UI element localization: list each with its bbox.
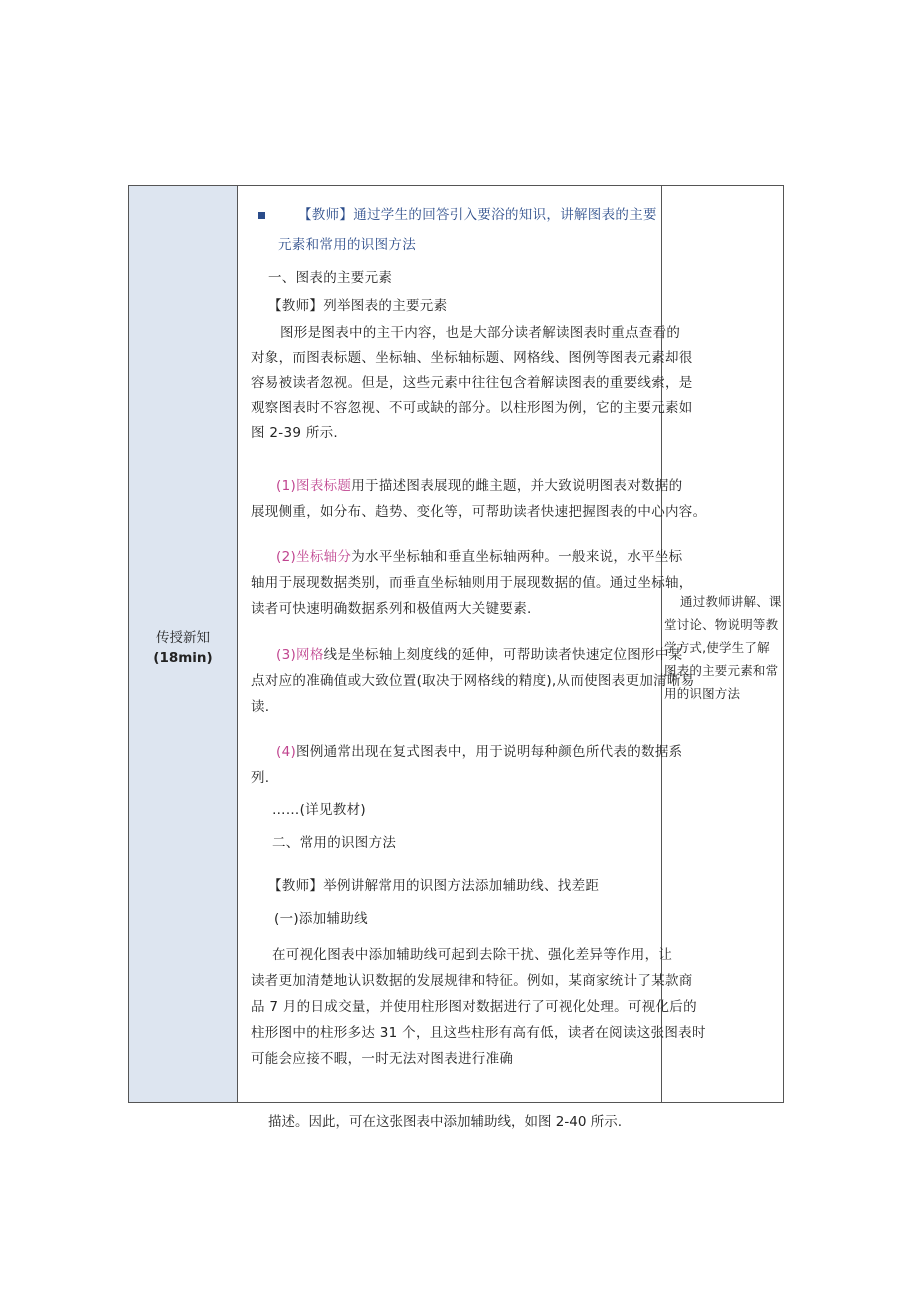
item-number: (4)	[276, 744, 297, 760]
para-intro-line: 图 2-39 所示.	[251, 425, 339, 441]
item-axes	[276, 545, 682, 570]
section-name: 传授新知	[156, 630, 210, 646]
para-aux-line: 读者更加清楚地认识数据的发展规律和特征。例如，某商家统计了某款商	[251, 973, 693, 989]
item-text: 图例通常出现在复式图表中，用于说明每种颜色所代表的数据系	[296, 744, 683, 760]
section-label-cell	[129, 186, 238, 1102]
item-gridlines	[276, 643, 682, 668]
teacher-example-note: 【教师】举例讲解常用的识图方法添加辅助线、找差距	[268, 878, 600, 894]
item-axes-cont: 读者可快速明确数据系列和极值两大关键要素.	[251, 601, 532, 617]
item-number: (2)	[276, 549, 297, 565]
item-chart-title-cont: 展现侧重，如分布、趋势、变化等，可帮助读者快速把握图表的中心内容。	[251, 504, 707, 520]
bullet-icon	[258, 212, 265, 219]
item-gridlines-cont: 点对应的准确值或大致位置(取决于网格线的精度),从而使图表更加清晰易	[251, 673, 695, 689]
para-aux-line: 在可视化图表中添加辅助线可起到去除干扰、强化差异等作用，让	[272, 947, 673, 963]
para-aux-line: 品 7 月的日成交量，并使用柱形图对数据进行了可视化处理。可视化后的	[251, 999, 697, 1015]
item-chart-title	[276, 474, 682, 499]
teacher-intro-line-1: 【教师】通过学生的回答引入要浴的知识，讲解图表的主要	[298, 207, 657, 223]
see-textbook-note: ……(详见教材)	[272, 802, 366, 818]
item-number: (3)	[276, 647, 297, 663]
heading-reading-methods: 二、常用的识图方法	[272, 835, 397, 851]
section-duration: (18min)	[153, 650, 213, 666]
para-intro-line: 观察图表时不容忽视、不可或缺的部分。以柱形图为例，它的主要元素如	[251, 400, 693, 416]
item-legend	[276, 740, 682, 765]
item-text: 为水平坐标轴和垂直坐标轴两种。一般来说，水平坐标	[351, 549, 683, 565]
sub-heading-aux-lines: (一)添加辅助线	[274, 911, 368, 927]
para-intro-line: 图形是图表中的主干内容，也是大部分读者解读图表时重点查看的	[280, 325, 681, 341]
item-number: (1)	[276, 478, 297, 494]
item-term: 网格	[296, 647, 324, 663]
item-text: 线是坐标轴上刻度线的延伸，可帮助读者快速定位图形中某	[323, 647, 683, 663]
heading-main-elements: 一、图表的主要元素	[268, 270, 393, 286]
para-aux-line: 可能会应接不暇，一时无法对图表进行准确	[251, 1051, 514, 1067]
item-legend-cont: 列.	[251, 770, 270, 786]
item-axes-cont: 轴用于展现数据类别，而垂直坐标轴则用于展现数据的值。通过坐标轴，	[251, 575, 693, 591]
item-text: 用于描述图表展现的雌主题，并大致说明图表对数据的	[351, 478, 683, 494]
para-intro-line: 容易被读者忽视。但是，这些元素中往往包含着解读图表的重要线索，是	[251, 375, 693, 391]
item-term: 坐标轴分	[296, 549, 352, 565]
summary-text: 通过教师讲解、课堂讨论、物说明等教学方式,使学生了解图表的主要元素和常用的识图方法	[664, 594, 782, 701]
teacher-intro-line-2: 元素和常用的识图方法	[278, 237, 416, 253]
item-gridlines-cont: 读.	[251, 699, 270, 715]
para-intro-line: 对象，而图表标题、坐标轴、坐标轴标题、网格线、图例等图表元素却很	[251, 350, 693, 366]
teacher-list-note: 【教师】列举图表的主要元素	[268, 298, 448, 314]
continuation-text: 描述。因此，可在这张图表中添加辅助线，如图 2-40 所示.	[268, 1114, 623, 1130]
para-aux-line: 柱形图中的柱形多达 31 个，且这些柱形有高有低，读者在阅读这张图表时	[251, 1025, 706, 1041]
item-term: 图表标题	[296, 478, 352, 494]
